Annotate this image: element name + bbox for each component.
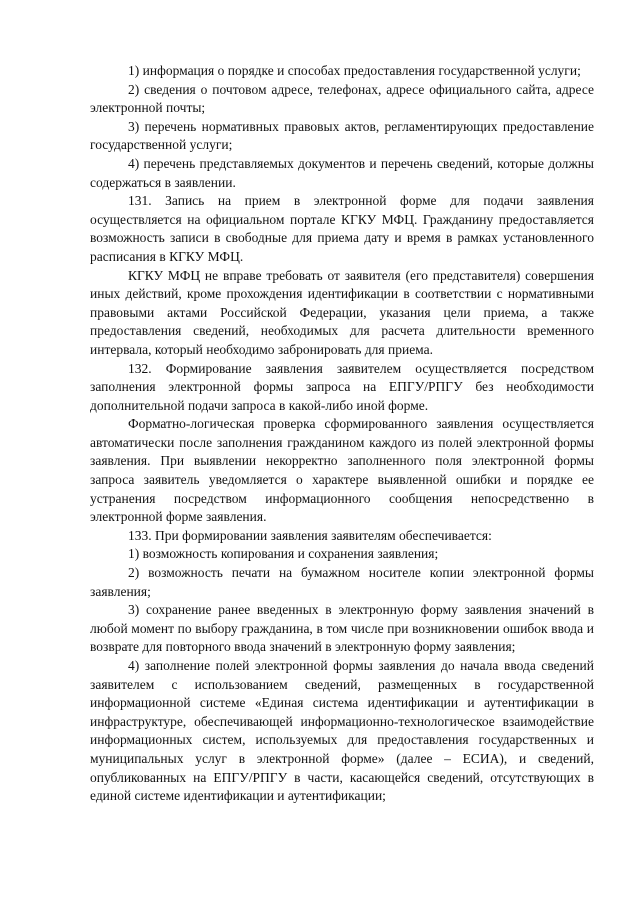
paragraph-133-item-3: 3) сохранение ранее введенных в электронную форму заявления значений в любой момент по выбору гражданина, в том числе при возникновении ошибок ввода и возврате для повторного ввода значений в электронную форму заявления; [90,602,594,655]
paragraph-format-check: Форматно-логическая проверка сформированного заявления осуществляется автоматически после заполнения гражданином каждого из полей электронной формы заявления. При выявлении некорректно заполненного поля электронной формы запроса заявитель уведомляется о характере выявленной ошибки и порядке ее устранения посредством информационного сообщения непосредственно в электронной форме заявления. [90,416,594,525]
paragraph-clause-133: 133. При формировании заявления заявителям обеспечивается: [128,527,492,543]
document-page [90,62,594,806]
paragraph-item-1-info: 1) информация о порядке и способах предоставления государственной услуги; [128,63,581,78]
paragraph-item-4-documents: 4) перечень представляемых документов и перечень сведений, которые должны содержаться в заявлении. [90,155,594,190]
paragraph-clause-131: 131. Запись на прием в электронной форме для подачи заявления осуществляется на официальном портале КГКУ МФЦ. Гражданину предоставляется возможность записи в свободные для приема дату и время в рамках установленного расписания в КГКУ МФЦ. [90,193,594,264]
paragraph-133-item-4: 4) заполнение полей электронной формы заявления до начала ввода сведений заявителем с использованием сведений, размещенных в государственной информационной системе «Единая система идентификации и аутентификации в инфраструктуре, обеспечивающей информационно-технологическое взаимодействие информационных систем, используемых для предоставления государственных и муниципальных услуг в электронной форме» (далее – ЕСИА), и сведений, опубликованных на ЕПГУ/РПГУ в части, касающейся сведений, отсутствующих в единой системе идентификации и аутентификации; [90,658,594,804]
paragraph-clause-132: 132. Формирование заявления заявителем осуществляется посредством заполнения электронной формы запроса на ЕПГУ/РПГУ без необходимости дополнительной подачи запроса в какой-либо иной форме. [90,360,594,413]
paragraph-133-item-2: 2) возможность печати на бумажном носителе копии электронной формы заявления; [90,565,594,599]
paragraph-133-item-1: 1) возможность копирования и сохранения заявления; [128,546,439,562]
paragraph-mfc-restrictions: КГКУ МФЦ не вправе требовать от заявителя (его представителя) совершения иных действий, кроме прохождения идентификации в соответствии с нормативными правовыми актами Российской Федерации, указания цели приема, а также предоставления сведений, необходимых для расчета длительности временного интервала, который необходимо забронировать для приема. [90,267,594,357]
paragraph-item-3-legal-acts: 3) перечень нормативных правовых актов, регламентирующих предоставление государственной услуги; [90,118,594,153]
paragraph-item-2-contacts: 2) сведения о почтовом адресе, телефонах, адресе официального сайта, адресе электронной почты; [90,81,594,116]
